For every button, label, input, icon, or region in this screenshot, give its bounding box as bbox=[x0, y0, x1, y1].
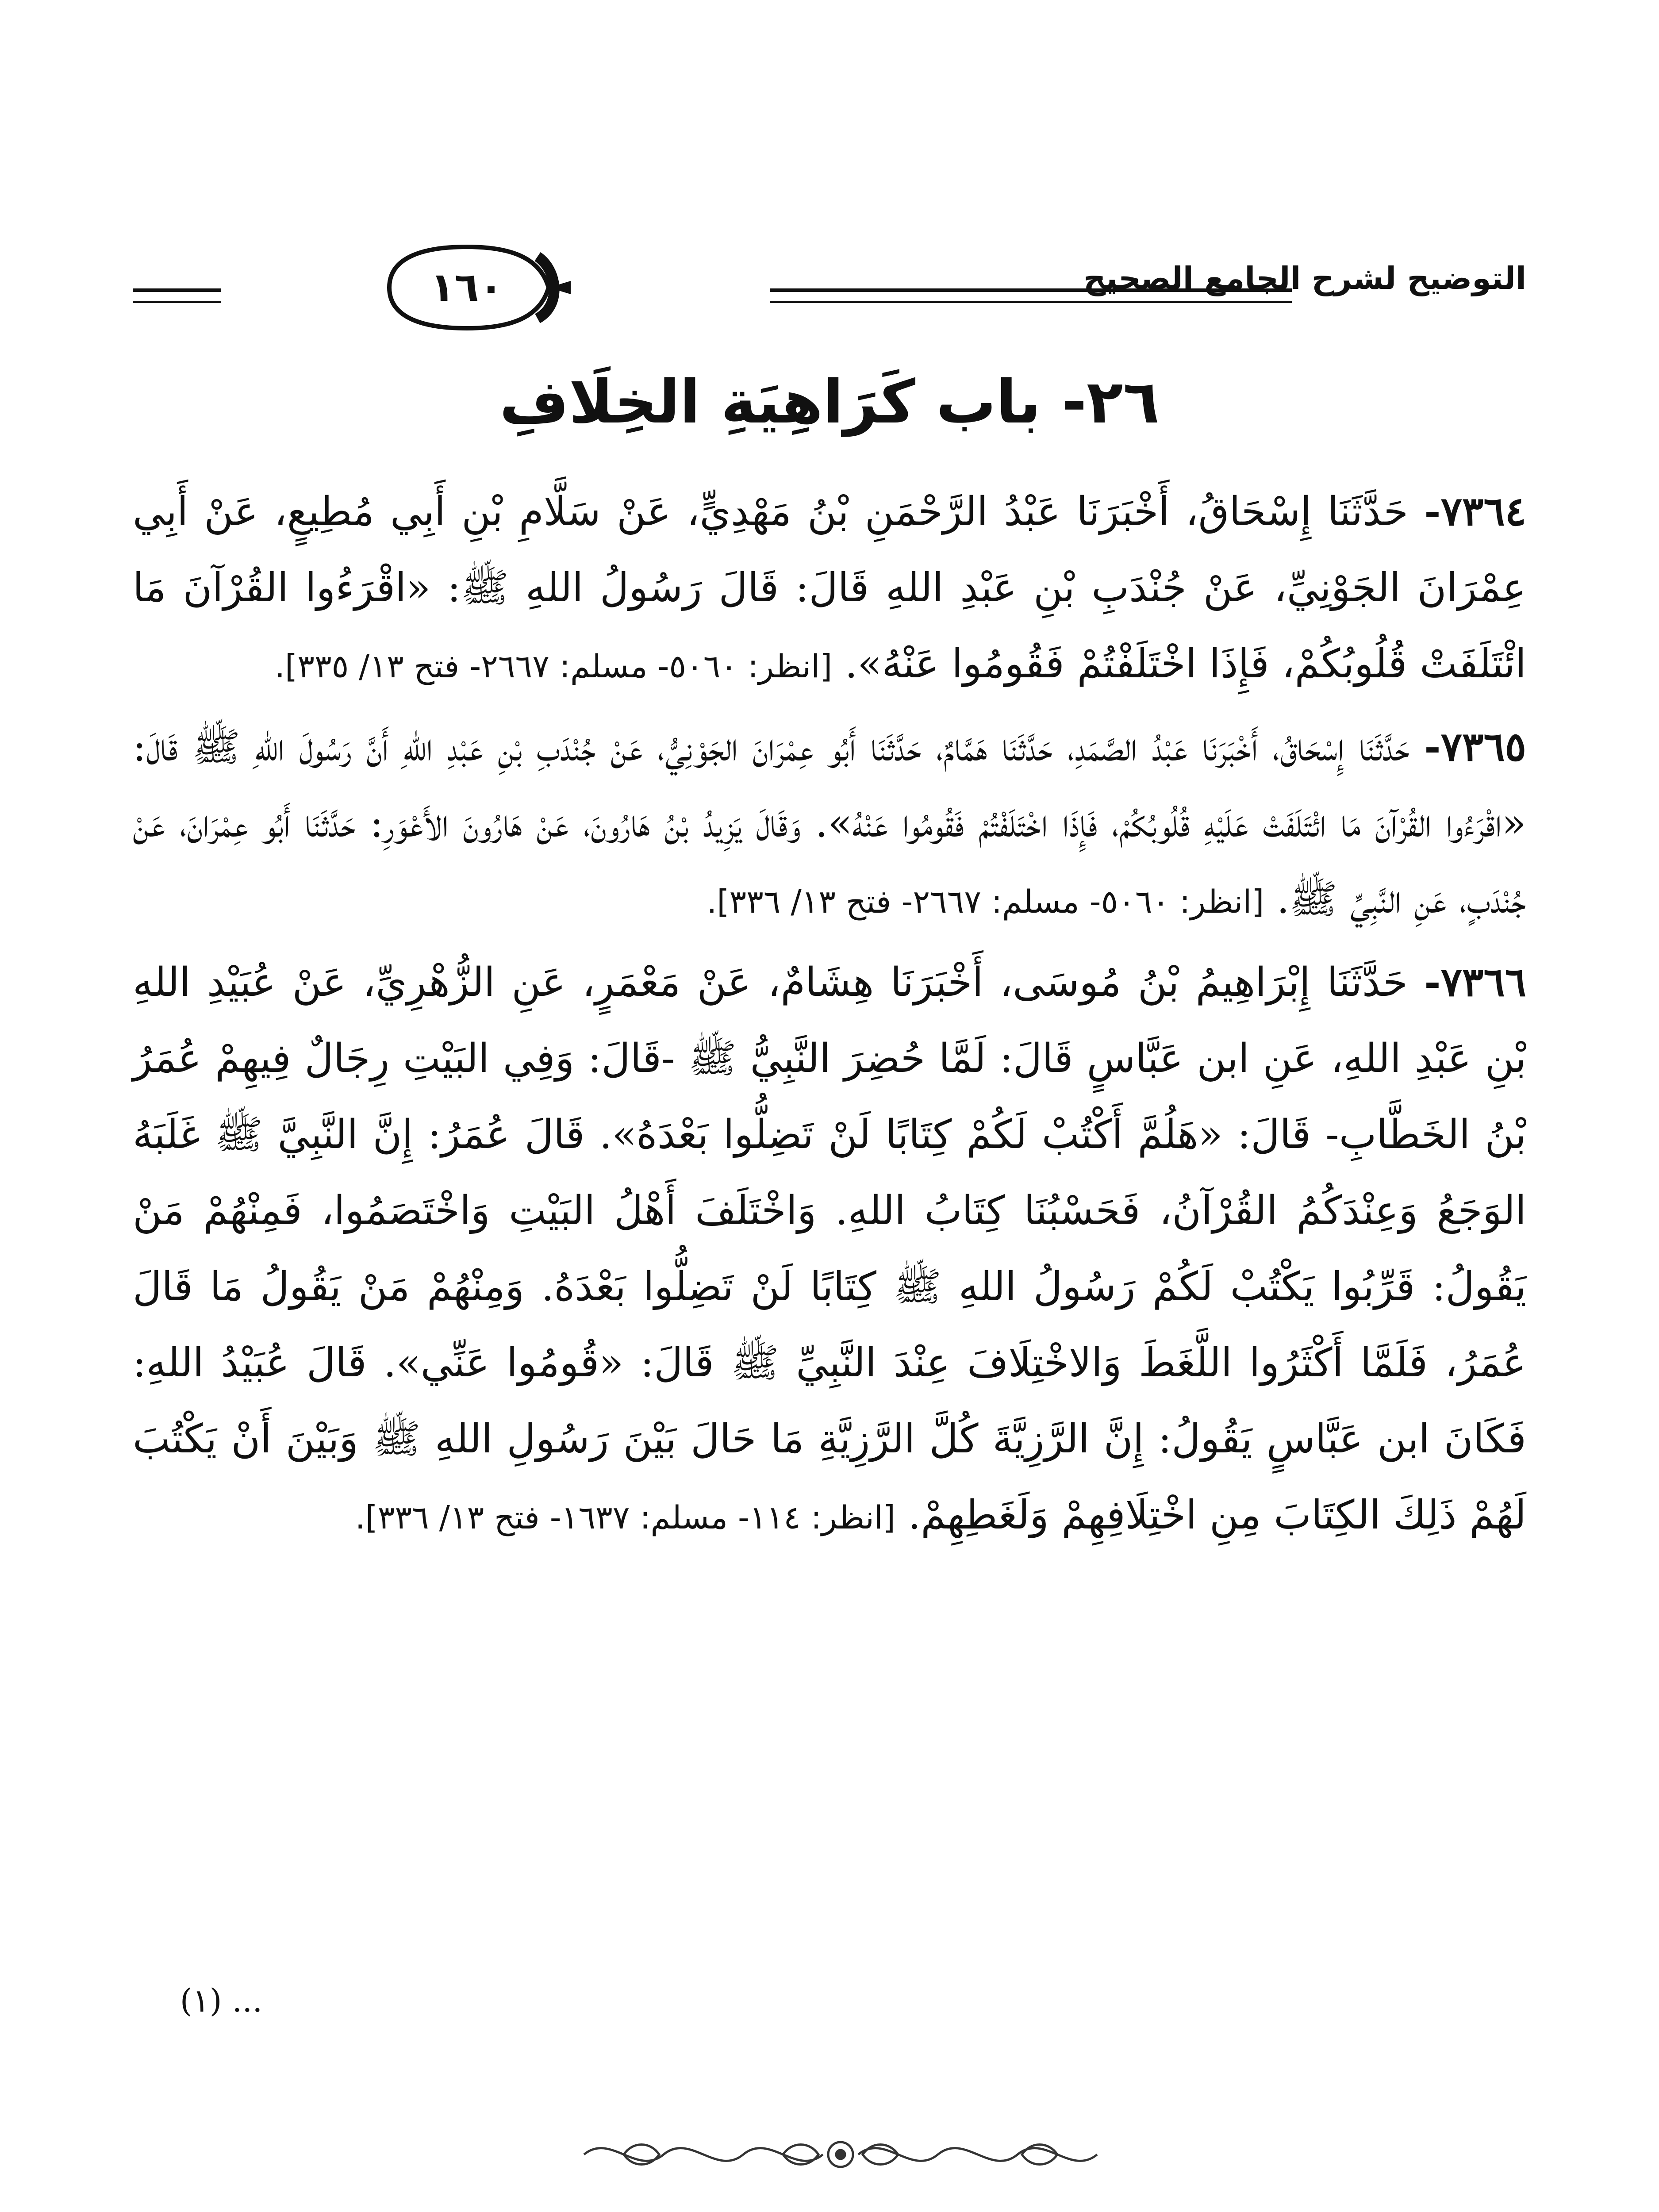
hadith-body: حَدَّثَنَا إِسْحَاقُ، أَخْبَرَنَا عَبْدُ الرَّحْمَنِ بْنُ مَهْدِيٍّ، عَنْ سَلَّامِ بْنِ أَبِي مُطِيعٍ، عَنْ أَبِي عِمْرَانَ الجَوْنِيِّ، عَنْ جُنْدَبِ بْنِ عَبْدِ اللهِ قَالَ: قَالَ رَسُولُ اللهِ ﷺ: «اقْرَءُوا القُرْآنَ مَا ائْتَلَفَتْ قُلُوبُكُمْ، فَإِذَا اخْتَلَفْتُمْ فَقُومُوا عَنْهُ». bbox=[133, 488, 1526, 687]
page-number-badge bbox=[363, 239, 571, 336]
hadith-number: ٧٣٦٦- bbox=[1424, 959, 1527, 1006]
header-rule-left bbox=[133, 288, 221, 303]
hadith-7366 bbox=[133, 944, 1526, 1555]
ornament-divider-icon bbox=[575, 2124, 1106, 2185]
hadith-body: حَدَّثَنَا إِسْحَاقُ، أَخْبَرَنَا عَبْدُ الصَّمَدِ، حَدَّثَنَا هَمَّامٌ، حَدَّثَنَا أَبُو عِمْرَانَ الجَوْنِيُّ، عَنْ جُنْدَبِ بْنِ عَبْدِ اللهِ أَنَّ رَسُولَ اللهِ ﷺ قَالَ: «اقْرَءُوا القُرْآنَ مَا ائْتَلَفَتْ عَلَيْهِ قُلُوبُكُمْ، فَإِذَا اخْتَلَفْتُمْ فَقُومُوا عَنْهُ». وَقَالَ يَزِيدُ بْنُ هَارُونَ، عَنْ هَارُونَ الأَعْوَرِ: حَدَّثَنَا أَبُو عِمْرَانَ، عَنْ جُنْدَبٍ، عَنِ النَّبِيِّ ﷺ. bbox=[133, 724, 1526, 922]
hadith-number: ٧٣٦٥- bbox=[1424, 723, 1526, 770]
page-header bbox=[133, 230, 1526, 363]
hadith-reference: [انظر: ١١٤- مسلم: ١٦٣٧- فتح ١٣/ ٣٣٦]. bbox=[355, 1499, 896, 1536]
hadith-number: ٧٣٦٤- bbox=[1424, 488, 1526, 535]
hadith-reference: [انظر: ٥٠٦٠- مسلم: ٢٦٦٧- فتح ١٣/ ٣٣٦]. bbox=[707, 883, 1264, 920]
hadith-7365 bbox=[133, 709, 1526, 940]
chapter-title: ٢٦- باب كَرَاهِيَةِ الخِلَافِ bbox=[499, 367, 1160, 437]
hadith-7364 bbox=[133, 473, 1526, 704]
footnote-marker: (١) ... bbox=[180, 1982, 263, 2019]
hadith-text bbox=[133, 473, 1526, 1560]
running-title: التوضيح لشرح الجامع الصحيح bbox=[1083, 260, 1526, 296]
hadith-reference: [انظر: ٥٠٦٠- مسلم: ٢٦٦٧- فتح ١٣/ ٣٣٥]. bbox=[275, 648, 833, 685]
page-number: ١٦٠ bbox=[430, 264, 503, 311]
hadith-body: حَدَّثَنَا إِبْرَاهِيمُ بْنُ مُوسَى، أَخْبَرَنَا هِشَامٌ، عَنْ مَعْمَرٍ، عَنِ الزُّهْرِيِّ، عَنْ عُبَيْدِ اللهِ بْنِ عَبْدِ اللهِ، عَنِ ابن عَبَّاسٍ قَالَ: لَمَّا حُضِرَ النَّبِيُّ ﷺ -قَالَ: وَفِي البَيْتِ رِجَالٌ فِيهِمْ عُمَرُ بْنُ الخَطَّابِ- قَالَ: «هَلُمَّ أَكْتُبْ لَكُمْ كِتَابًا لَنْ تَضِلُّوا بَعْدَهُ». قَالَ عُمَرُ: إِنَّ النَّبِيَّ ﷺ غَلَبَهُ الوَجَعُ وَعِنْدَكُمُ القُرْآنُ، فَحَسْبُنَا كِتَابُ اللهِ. وَاخْتَلَفَ أَهْلُ البَيْتِ وَاخْتَصَمُوا، فَمِنْهُمْ مَنْ يَقُولُ: قَرِّبُوا يَكْتُبْ لَكُمْ رَسُولُ اللهِ ﷺ كِتَابًا لَنْ تَضِلُّوا بَعْدَهُ. وَمِنْهُمْ مَنْ يَقُولُ مَا قَالَ عُمَرُ، فَلَمَّا أَكْثَرُوا اللَّغَطَ وَالاخْتِلَافَ عِنْدَ النَّبِيِّ ﷺ قَالَ: «قُومُوا عَنِّي». قَالَ عُبَيْدُ اللهِ: فَكَانَ ابن عَبَّاسٍ يَقُولُ: إِنَّ الرَّزِيَّةَ كُلَّ الرَّزِيَّةِ مَا حَالَ بَيْنَ رَسُولِ اللهِ ﷺ وَبَيْنَ أَنْ يَكْتُبَ لَهُمْ ذَلِكَ الكِتَابَ مِنِ اخْتِلَافِهِمْ وَلَغَطِهِمْ. bbox=[133, 959, 1526, 1538]
